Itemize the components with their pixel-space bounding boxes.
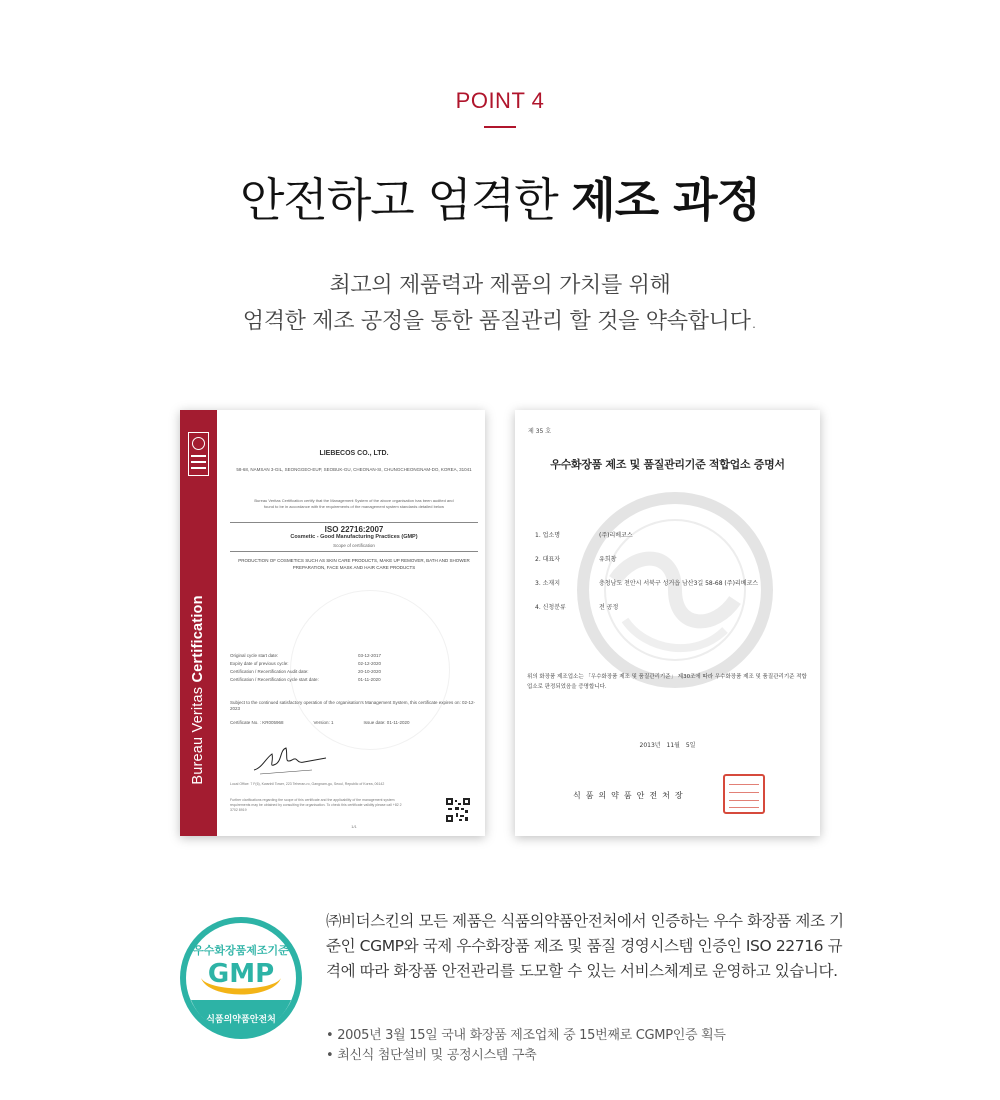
bv-date-row: Certification / Recertification cycle start date: 01-11-2020 xyxy=(230,677,381,682)
kr-cert-title: 우수화장품 제조 및 품질관리기준 적합업소 증명서 xyxy=(550,458,785,471)
qr-code-icon xyxy=(446,798,470,822)
bv-band xyxy=(180,410,217,836)
gmp-badge-bottom: 식품의약품안전처 xyxy=(206,1015,276,1025)
gmp-badge-main: GMP xyxy=(207,959,275,989)
official-seal-icon xyxy=(723,774,765,814)
bv-address: 58-68, NAMSAN 3-GIL, SEONGGEO-EUP, SEOBUK-GU, CHEONAN-SI, CHUNGCHEONGNAM-DO, KOREA, 31041 xyxy=(236,467,472,472)
bv-issue-date: Issue date: 01-11-2020 xyxy=(363,720,410,725)
gmp-badge-top: 우수화장품제조기준 xyxy=(193,944,289,957)
bv-dates xyxy=(230,652,478,684)
bv-standard-title: Cosmetic - Good Manufacturing Practices (GMP) xyxy=(290,534,418,540)
section-subtext xyxy=(0,268,1000,340)
kr-cert-date: 2013년 11월 5일 xyxy=(639,742,696,749)
gmp-bullet-list xyxy=(326,1026,846,1066)
bv-scope-label: Scope of certification xyxy=(230,543,478,552)
bv-intro: Bureau Veritas Certification certify that the Management System of the above organisation has been audited and found to be in accordance with the requirements of the management system standards detailed below xyxy=(254,498,454,509)
headline-plain: 안전하고 엄격한 xyxy=(239,173,572,227)
point-divider xyxy=(484,126,516,128)
bv-version: Version: 1 xyxy=(313,720,334,725)
section-headline xyxy=(0,168,1000,232)
kr-cert-body: 위의 화장품 제조업소는 「우수화장품 제조 및 품질관리기준」 제30조에 따라 우수화장품 제조 및 품질관리기준 적합업소로 판정되었음을 증명합니다. xyxy=(527,674,807,690)
bv-band-label: Bureau Veritas Certification xyxy=(190,595,206,785)
gmp-description: ㈜비더스킨의 모든 제품은 식품의약품안전처에서 인증하는 우수 화장품 제조 기준인 CGMP와 국제 우수화장품 제조 및 품질 경영시스템 인증인 ISO 22716 규격에 따라 화장품 안전관리를 도모할 수 있는 서비스체계로 운영하고 있습니다. xyxy=(326,912,844,980)
point-label: POINT 4 xyxy=(455,88,545,113)
kr-cert-number: 제 35 호 xyxy=(528,428,552,435)
bv-company: LIEBECOS CO., LTD. xyxy=(319,450,389,457)
kfda-gmp-certificate: 제 35 호 우수화장품 제조 및 품질관리기준 적합업소 증명서 1. 업소명 (주)리베코스 2. 대표자 유희창 3. 소재지 충청남도 천안시 서북구 성거읍 남산3길 58-68 (주)리베코스 4. 신청분류 전 공정 위의 화장품 제조업소는 「우수화장품 제조 및 품질관리기준」 제30조에 따라 우수화장품 제조 및 품질관리기준 적합업소로 판정되었음을 증명합니다. 2013년 11월 5일 식품의약품안전처장 xyxy=(515,410,820,836)
gmp-bullet: • 2005년 3월 15일 국내 화장품 제조업체 중 15번째로 CGMP인증 획득 xyxy=(326,1026,846,1046)
bv-body xyxy=(230,410,478,836)
bv-date-row: Expiry date of previous cycle: 02-12-2020 xyxy=(230,661,382,666)
bv-scope: PRODUCTION OF COSMETICS SUCH AS SKIN CARE PRODUCTS, MAKE UP REMOVER, BATH AND SHOWER PREPARATION, FACE MASK AND HAIR CARE PRODUCTS xyxy=(238,558,470,570)
bureau-veritas-certificate xyxy=(180,410,485,836)
bv-fine-print: Further clarifications regarding the scope of this certificate and the applicability of the management system requirements may be obtained by consulting the organisation. To check this certificate validity please call +82 2 3702 8919 xyxy=(230,798,402,812)
kfda-emblem-watermark-icon xyxy=(575,490,775,690)
bv-page-number: 1/1 xyxy=(351,824,357,829)
gmp-bullet: • 최신식 첨단설비 및 공정시스템 구축 xyxy=(326,1046,846,1066)
bv-cert-number-row xyxy=(230,720,478,725)
kr-cert-issuer: 식품의약품안전처장 xyxy=(573,791,688,800)
signature-icon xyxy=(252,740,332,776)
bv-standard: ISO 22716:2007 xyxy=(230,522,478,534)
bv-subject: Subject to the continued satisfactory operation of the organisation's Management System, this certificate expires on: 02-12-2023 xyxy=(230,700,475,711)
bv-cert-number: Certificate No. : KR005968 xyxy=(230,720,284,725)
headline-highlight: 제조 과정 xyxy=(571,168,760,232)
bureau-veritas-logo-icon xyxy=(188,432,209,476)
subtext-line-2: 엄격한 제조 공정을 통한 품질관리 할 것을 약속합니다. xyxy=(242,309,758,334)
subtext-line-1: 최고의 제품력과 제품의 가치를 위해 xyxy=(329,273,671,298)
bv-date-row: Original cycle start date: 03-12-2017 xyxy=(230,653,382,658)
gmp-badge-icon xyxy=(179,916,303,1040)
bv-date-row: Certification / Recertification Audit date: 20-10-2020 xyxy=(230,669,382,674)
bv-local-office: Local Office: 7 F(6), Kwanhil Tower, 223 Teheran-ro, Gangnam-gu, Seoul, Republic of Korea, 06142 xyxy=(230,782,385,786)
